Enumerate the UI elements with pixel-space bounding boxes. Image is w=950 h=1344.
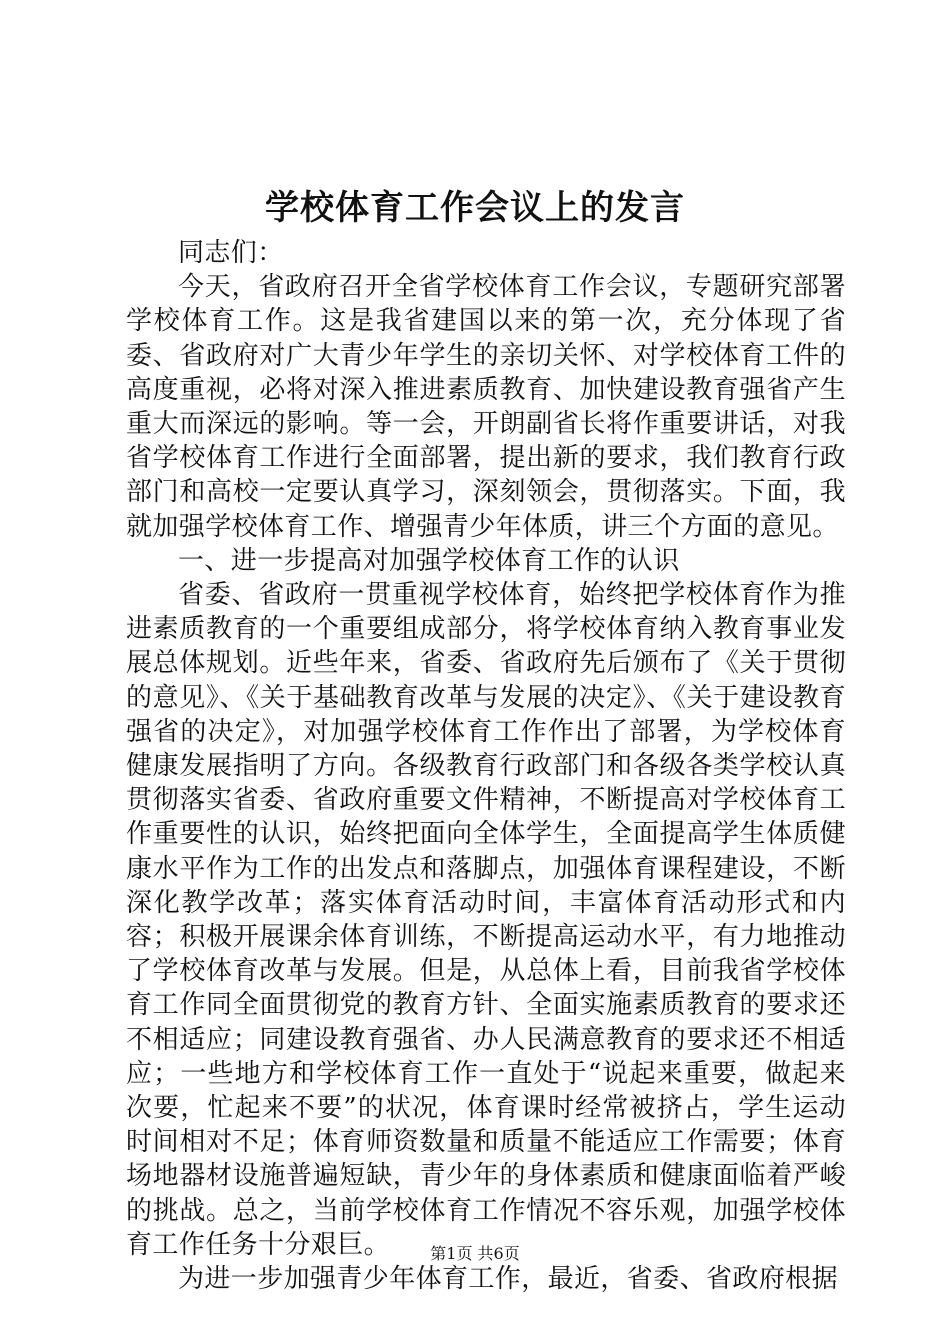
salutation-paragraph: 同志们：: [178, 238, 284, 268]
page-footer: 第1页 共6页: [430, 1244, 520, 1263]
page-title: 学校体育工作会议上的发言: [265, 188, 685, 228]
body-paragraph: 省委、省政府一贯重视学校体育，始终把学校体育作为推进素质教育的一个重要组成部分，将学校体育纳入教育事业发展总体规划。近些年来，省委、省政府先后颁布了《关于贯彻的意见》、《关于基础教育改革与发展的决定》、《关于建设教育强省的决定》，对加强学校体育工作作出了部署，为学校体育健康发展指明了方向。各级教育行政部门和各级各类学校认真贯彻落实省委、省政府重要文件精神，不断提高对学校体育工作重要性的认识，始终把面向全体学生，全面提高学生体质健康水平作为工作的出发点和落脚点，加强体育课程建设，不断深化教学改革；落实体育活动时间，丰富体育活动形式和内容；积极开展课余体育训练，不断提高运动水平，有力地推动了学校体育改革与发展。但是，从总体上看，目前我省学校体育工作同全面贯彻党的教育方针、全面实施素质教育的要求还不相适应；同建设教育强省、办人民满意教育的要求还不相适应；一些地方和学校体育工作一直处于“说起来重要，做起来次要，忙起来不要”的状况，体育课时经常被挤占，学生运动时间相对不足；体育师资数量和质量不能适应工作需要；体育场地器材设施普遍短缺，青少年的身体素质和健康面临着严峻的挑战。总之，当前学校体育工作情况不容乐观，加强学校体育工作任务十分艰巨。: [126, 580, 846, 1260]
document-body: [126, 236, 846, 1296]
section-heading: 一、进一步提高对加强学校体育工作的认识: [178, 545, 680, 576]
body-paragraph: 为进一步加强青少年体育工作，最近，省委、省政府根据: [178, 1264, 839, 1295]
intro-paragraph: 今天，省政府召开全省学校体育工作会议，专题研究部署学校体育工作。这是我省建国以来的第一次，充分体现了省委、省政府对广大青少年学生的亲切关怀、对学校体育工件的高度重视，必将对深入推进素质教育、加快建设教育强省产生重大而深远的影响。等一会，开朗副省长将作重要讲话，对我省学校体育工作进行全面部署，提出新的要求，我们教育行政部门和高校一定要认真学习，深刻领会，贯彻落实。下面，我就加强学校体育工作、增强青少年体质，讲三个方面的意见。: [126, 272, 846, 542]
